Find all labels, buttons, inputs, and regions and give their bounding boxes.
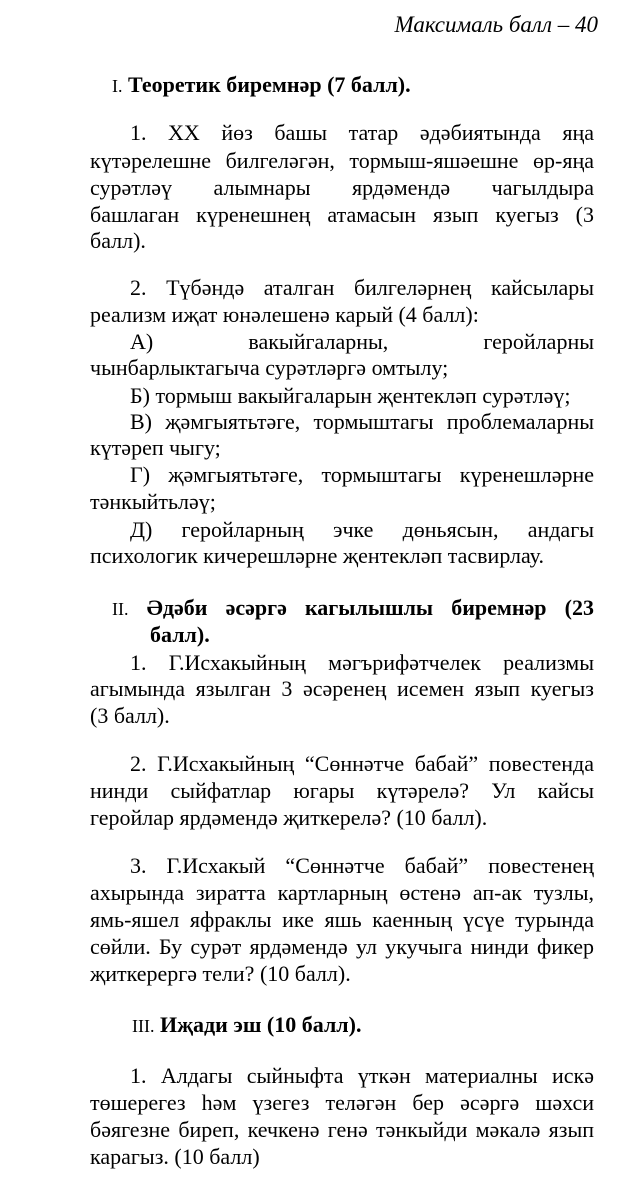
option-a-continued: чынбарлыктагыча сурәтләргә омтылу;: [90, 355, 449, 380]
paragraph-line: карагыз. (10 балл): [90, 1144, 260, 1169]
paragraph-line: ахырында зиратта картларның өстенә ап-ак тузлы,: [90, 880, 594, 905]
section-3-heading: [132, 1012, 361, 1039]
paragraph-line: 1. XX йөз башы татар әдәбиятында яңа: [130, 120, 594, 145]
paragraph-line: төшерегез һәм үзегез теләгән бер әсәргә шәхси: [90, 1090, 594, 1115]
paragraph-line: 2. Г.Исхакыйның “Сөннәтче бабай” повестенда: [130, 751, 594, 776]
paragraph-line: геройлар ярдәмендә җиткерелә? (10 балл).: [90, 805, 488, 830]
paragraph-line: (3 балл).: [90, 703, 170, 728]
section-1-heading: [112, 72, 411, 99]
section-2-title: Әдәби әсәргә кагылышлы биремнәр (23: [146, 595, 594, 620]
option-e-continued: психологик кичерешләрне җентекләп тасвирлау.: [90, 543, 544, 568]
paragraph-line: 2. Түбәндә аталган билгеләрнең кайсылары: [130, 275, 594, 300]
paragraph-line: 3. Г.Исхакый “Сөннәтче бабай” повестенең: [130, 853, 594, 878]
paragraph-line: сурәтләү алымнары ярдәмендә чагылдыра: [90, 175, 594, 200]
paragraph-line: бәягезне биреп, кечкенә генә тәнкыйди мәкалә язып: [90, 1117, 594, 1142]
paragraph-line: ямь-яшел яфраклы ике яшь каенның үсүе турында: [90, 907, 594, 932]
section-1-numeral: I.: [112, 76, 123, 96]
option-e: Д) геройларның эчке дөньясын, андагы: [130, 517, 594, 542]
paragraph-line: балл).: [90, 228, 146, 253]
paragraph-line: 1. Алдагы сыйныфта үткән материалны искә: [130, 1063, 594, 1088]
paragraph-line: күтәрелешне билгеләгән, тормыш-яшәешне өр-яңа: [90, 148, 594, 173]
section-1-title: Теоретик биремнәр (7 балл).: [128, 72, 411, 97]
option-a: А) вакыйгаларны, геройларны: [130, 329, 594, 354]
section-2-numeral: II.: [112, 599, 129, 619]
paragraph-line: реализм иҗат юнәлешенә карый (4 балл):: [90, 302, 479, 327]
paragraph-line: сөйли. Бу сурәт ярдәмендә ул укучыга нинди фикер: [90, 934, 594, 959]
section-3-title: Иҗади эш (10 балл).: [159, 1012, 362, 1037]
paragraph-line: агымында язылган 3 әсәренең исемен язып куегыз: [90, 676, 594, 701]
section-3-numeral: III.: [132, 1016, 155, 1036]
option-b: Б) тормыш вакыйгаларын җентекләп сурәтләү;: [130, 383, 571, 408]
section-2-heading: [112, 595, 594, 622]
section-2-title-continued: балл).: [150, 622, 210, 647]
option-d-continued: тәнкыйтьләү;: [90, 489, 216, 514]
paragraph-line: башлаган күренешнең атамасын язып куегыз (3: [90, 202, 594, 227]
paragraph-line: 1. Г.Исхакыйның мәгърифәтчелек реализмы: [130, 650, 594, 675]
paragraph-line: нинди сыйфатлар югары күтәрелә? Ул кайсы: [90, 778, 594, 803]
max-score-header: Максималь балл – 40: [394, 12, 598, 37]
option-d: Г) җәмгыятьтәге, тормыштагы күренешләрне: [130, 462, 594, 487]
option-c-continued: күтәреп чыгу;: [90, 435, 221, 460]
option-c: В) җәмгыятьтәге, тормыштагы проблемаларны: [130, 409, 594, 434]
paragraph-line: җиткерергә тели? (10 балл).: [90, 961, 351, 986]
